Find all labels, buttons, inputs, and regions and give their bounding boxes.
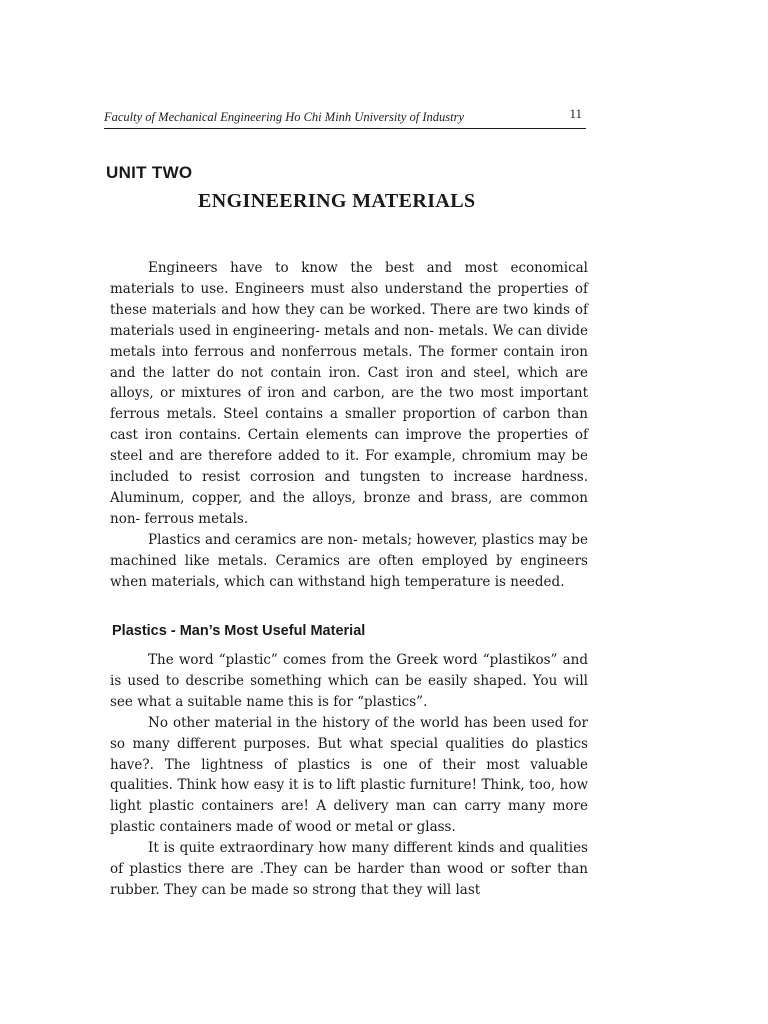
paragraph: Plastics and ceramics are non- metals; however, plastics may be machined like metals. Ceramics are often employed by engineers when materials, which can withstand high temperature is needed. bbox=[110, 531, 588, 590]
paragraph: It is quite extraordinary how many different kinds and qualities of plastics there are .They can be harder than wood or softer than rubber. They can be made so strong that they will last bbox=[110, 840, 588, 898]
paragraph: No other material in the history of the world has been used for so many different purposes. But what special qualities do plastics have?. The lightness of plastics is one of their most valuable qualities. Think how easy it is to lift plastic furniture! Think, too, how light plastic containers are! A delivery man can carry many more plastic containers made of wood or metal or glass. bbox=[110, 714, 588, 836]
unit-title: UNIT TWO bbox=[106, 163, 193, 182]
header-text: Faculty of Mechanical Engineering Ho Chi Minh University of Industry bbox=[104, 110, 464, 124]
running-header bbox=[104, 106, 586, 129]
paragraph: The word “plastic” comes from the Greek word “plastikos” and is used to describe something which can be easily shaped. You will see what a suitable name this is for “plastics”. bbox=[110, 652, 588, 710]
intro-text bbox=[110, 258, 588, 593]
section-text bbox=[110, 650, 588, 901]
page-number: 11 bbox=[569, 106, 582, 121]
section-heading: Plastics - Man’s Most Useful Material bbox=[112, 623, 366, 639]
paragraph: Engineers have to know the best and most economical materials to use. Engineers must also understand the properties of these materials and how they can be worked. There are two kinds of materials used in engineering- metals and non- metals. We can divide metals into ferrous and nonferrous metals. The former contain iron and the latter do not contain iron. Cast iron and steel, which are alloys, or mixtures of iron and carbon, are the two most important ferrous metals. Steel contains a smaller proportion of carbon than cast iron contains. Certain elements can improve the properties of steel and are therefore added to it. For example, chromium may be included to resist corrosion and tungsten to increase hardness. Aluminum, copper, and the alloys, bronze and brass, are common non- ferrous metals. bbox=[110, 260, 588, 527]
chapter-title: ENGINEERING MATERIALS bbox=[198, 190, 476, 212]
